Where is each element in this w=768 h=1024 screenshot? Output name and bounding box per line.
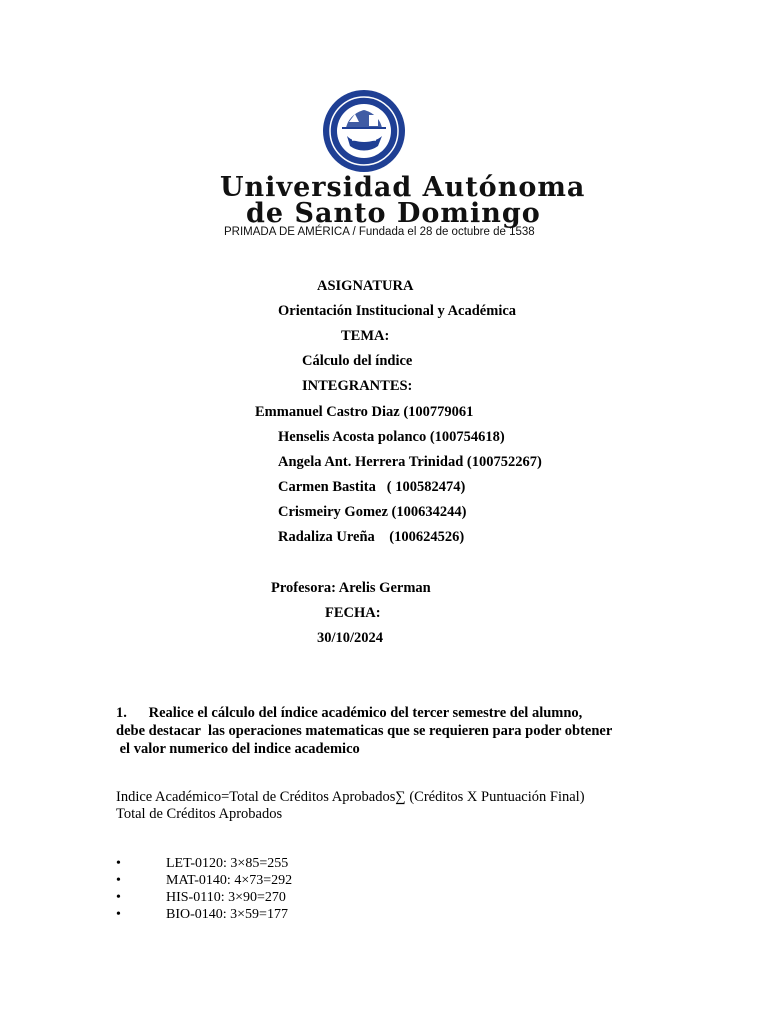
question-line: el valor numerico del indice academico: [116, 741, 360, 757]
bullet-icon: •: [116, 873, 121, 888]
fecha-label: FECHA:: [325, 605, 381, 621]
asignatura-value: Orientación Institucional y Académica: [278, 303, 517, 319]
bullet-icon: •: [116, 856, 121, 871]
fecha-value: 30/10/2024: [317, 630, 384, 646]
formula-line: Indice Académico=Total de Créditos Aprobados∑ (Créditos X Puntuación Final): [116, 789, 585, 805]
tema-value: Cálculo del índice: [302, 353, 413, 369]
university-tagline: PRIMADA DE AMÉRICA / Fundada el 28 de octubre de 1538: [224, 226, 535, 238]
integrante-item: Crismeiry Gomez (100634244): [278, 504, 467, 520]
bullet-icon: •: [116, 907, 121, 922]
profesora: Profesora: Arelis German: [271, 580, 431, 596]
tema-label: TEMA:: [341, 328, 390, 344]
calculation-item: MAT-0140: 4×73=292: [166, 873, 293, 888]
integrante-item: Carmen Bastita ( 100582474): [278, 479, 466, 495]
question-text: [116, 704, 656, 758]
question-line: 1. Realice el cálculo del índice académico del tercer semestre del alumno,: [116, 705, 583, 721]
formula-denominator: Total de Créditos Aprobados: [116, 806, 283, 822]
asignatura-label: ASIGNATURA: [317, 278, 414, 294]
university-crest-icon: [322, 88, 406, 174]
university-name-line2: de Santo Domingo: [246, 198, 541, 229]
integrante-item: Radaliza Ureña (100624526): [278, 529, 465, 545]
integrante-item: Henselis Acosta polanco (100754618): [278, 429, 505, 445]
integrantes-label: INTEGRANTES:: [302, 378, 413, 394]
bullet-icon: •: [116, 890, 121, 905]
integrante-item: Emmanuel Castro Diaz (100779061: [255, 404, 474, 420]
calculation-item: HIS-0110: 3×90=270: [166, 890, 286, 905]
calculation-item: LET-0120: 3×85=255: [166, 856, 289, 871]
question-line: debe destacar las operaciones matematicas que se requieren para poder obtener: [116, 723, 613, 739]
calculation-item: BIO-0140: 3×59=177: [166, 907, 288, 922]
integrante-item: Angela Ant. Herrera Trinidad (100752267): [278, 454, 542, 470]
university-name-line1: Universidad Autónoma: [220, 172, 586, 203]
